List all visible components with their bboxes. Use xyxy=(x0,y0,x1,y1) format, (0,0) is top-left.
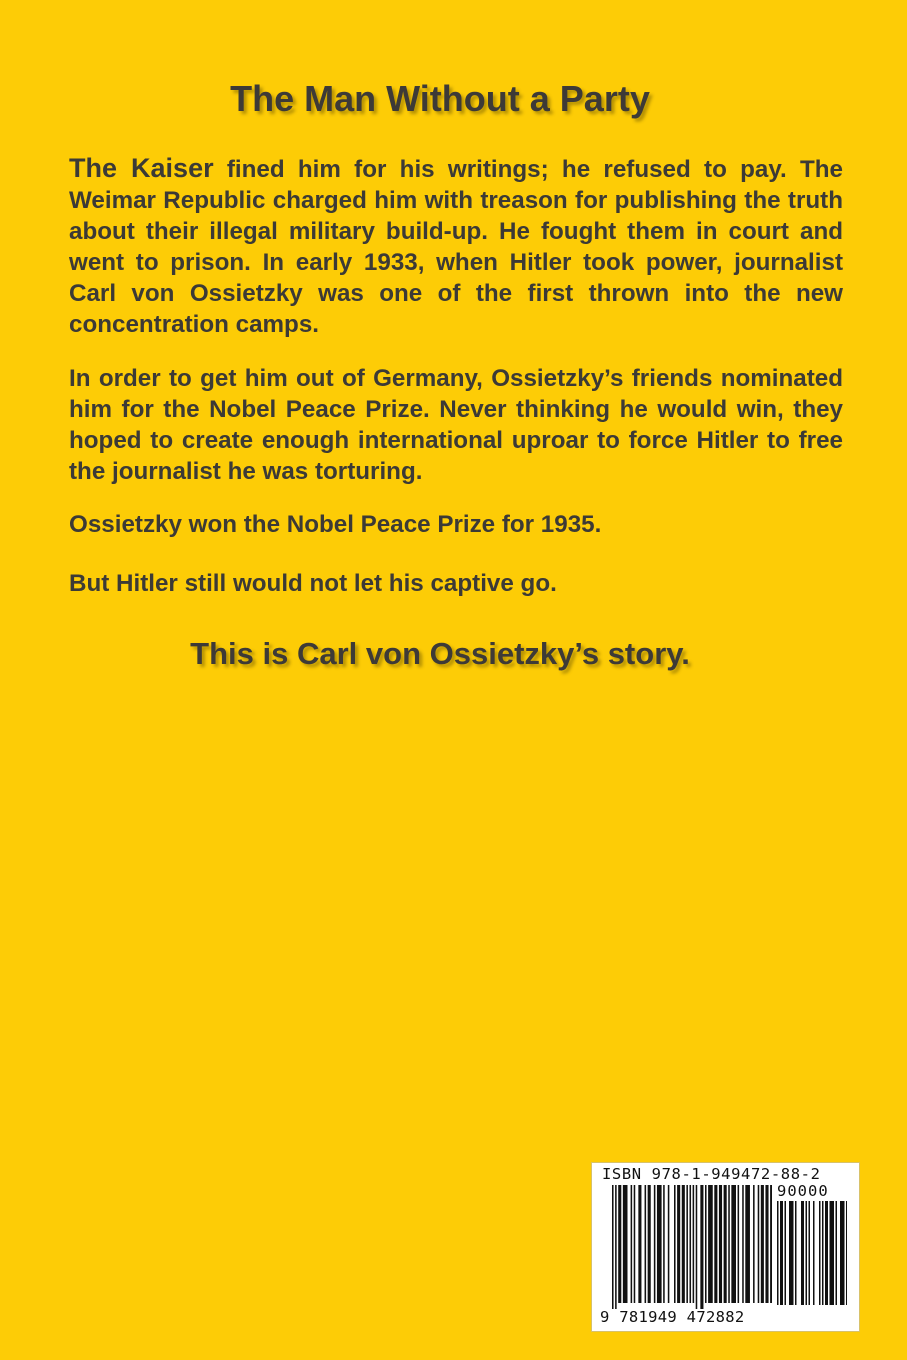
cover-title: The Man Without a Party xyxy=(230,78,650,119)
paragraph-1-text: fined him for his writings; he refused to pay. The Weimar Republic charged him with treason for publishing the truth about their illegal military build-up. He fought them in court and went to prison. In early 1933, when Hitler took power, journalist Carl von Ossietzky was one of the first thrown into the new concentration camps. xyxy=(69,156,843,338)
synopsis-paragraph-2: In order to get him out of Germany, Ossietzky’s friends nominated him for the Nobel Peace Prize. Never thinking he would win, they hoped to create enough international uproar to force Hitler to free the journalist he was torturing. xyxy=(69,365,843,485)
ean-digits: 9 781949 472882 xyxy=(600,1308,745,1326)
barcode-bar xyxy=(623,1185,628,1303)
barcode-bar xyxy=(830,1201,835,1305)
barcode-bar xyxy=(724,1185,727,1303)
synopsis-paragraph-3: Ossietzky won the Nobel Peace Prize for 1935. xyxy=(69,511,602,538)
barcode-bar xyxy=(618,1185,621,1303)
barcode-bar xyxy=(813,1201,815,1305)
barcode-bar xyxy=(742,1185,744,1303)
barcode-bar xyxy=(714,1185,717,1303)
barcode-bar xyxy=(682,1185,685,1303)
barcode-bar xyxy=(615,1185,617,1309)
barcode-bar xyxy=(731,1185,736,1303)
barcode-bar xyxy=(631,1185,633,1303)
lead-phrase: The Kaiser xyxy=(69,153,214,183)
barcode-bar xyxy=(761,1185,764,1303)
barcode-bar xyxy=(738,1185,740,1303)
barcode-bar xyxy=(825,1201,828,1305)
barcode-bar xyxy=(693,1185,695,1303)
isbn-label: ISBN 978-1-949472-88-2 xyxy=(602,1165,821,1183)
barcode-bar xyxy=(765,1185,768,1303)
barcode-bar xyxy=(708,1185,713,1303)
barcode-bar xyxy=(705,1185,707,1303)
addon-barcode-bars xyxy=(777,1201,847,1309)
barcode-bar xyxy=(696,1185,698,1309)
closing-tagline: This is Carl von Ossietzky’s story. xyxy=(190,636,690,671)
barcode-bar xyxy=(728,1185,730,1303)
isbn-barcode xyxy=(591,1162,860,1332)
barcode-bar xyxy=(612,1185,614,1309)
barcode-bar xyxy=(719,1185,722,1303)
price-code: 90000 xyxy=(777,1182,829,1200)
barcode-bar xyxy=(648,1185,651,1303)
barcode-bar xyxy=(753,1185,755,1303)
barcode-bar xyxy=(819,1201,821,1305)
barcode-bar xyxy=(758,1185,760,1303)
barcode-bar xyxy=(645,1185,647,1303)
barcode-bar xyxy=(846,1201,847,1305)
barcode-bar xyxy=(801,1201,804,1305)
synopsis-paragraph-1 xyxy=(69,153,843,340)
barcode-bar xyxy=(836,1201,838,1305)
barcode-bar xyxy=(674,1185,676,1303)
barcode-bar xyxy=(668,1185,670,1303)
barcode-bar xyxy=(745,1185,750,1303)
barcode-bar xyxy=(634,1185,636,1303)
barcode-bar xyxy=(840,1201,845,1305)
barcode-bar xyxy=(657,1185,662,1303)
barcode-bar xyxy=(822,1201,824,1305)
barcode-bar xyxy=(690,1185,692,1303)
barcode-bar xyxy=(686,1185,688,1303)
barcode-bar xyxy=(654,1185,656,1303)
barcode-bar xyxy=(789,1201,794,1305)
barcode-bar xyxy=(770,1185,772,1303)
ean-barcode-bars xyxy=(612,1185,772,1309)
barcode-bar xyxy=(777,1201,779,1305)
synopsis-paragraph-4: But Hitler still would not let his captive go. xyxy=(69,570,557,597)
barcode-bar xyxy=(677,1185,680,1303)
barcode-bar xyxy=(663,1185,665,1303)
barcode-bar xyxy=(700,1185,703,1309)
barcode-bar xyxy=(809,1201,811,1305)
barcode-bar xyxy=(780,1201,783,1305)
barcode-bar xyxy=(806,1201,808,1305)
barcode-bar xyxy=(638,1185,641,1303)
barcode-bar xyxy=(795,1201,797,1305)
barcode-bar xyxy=(785,1201,787,1305)
